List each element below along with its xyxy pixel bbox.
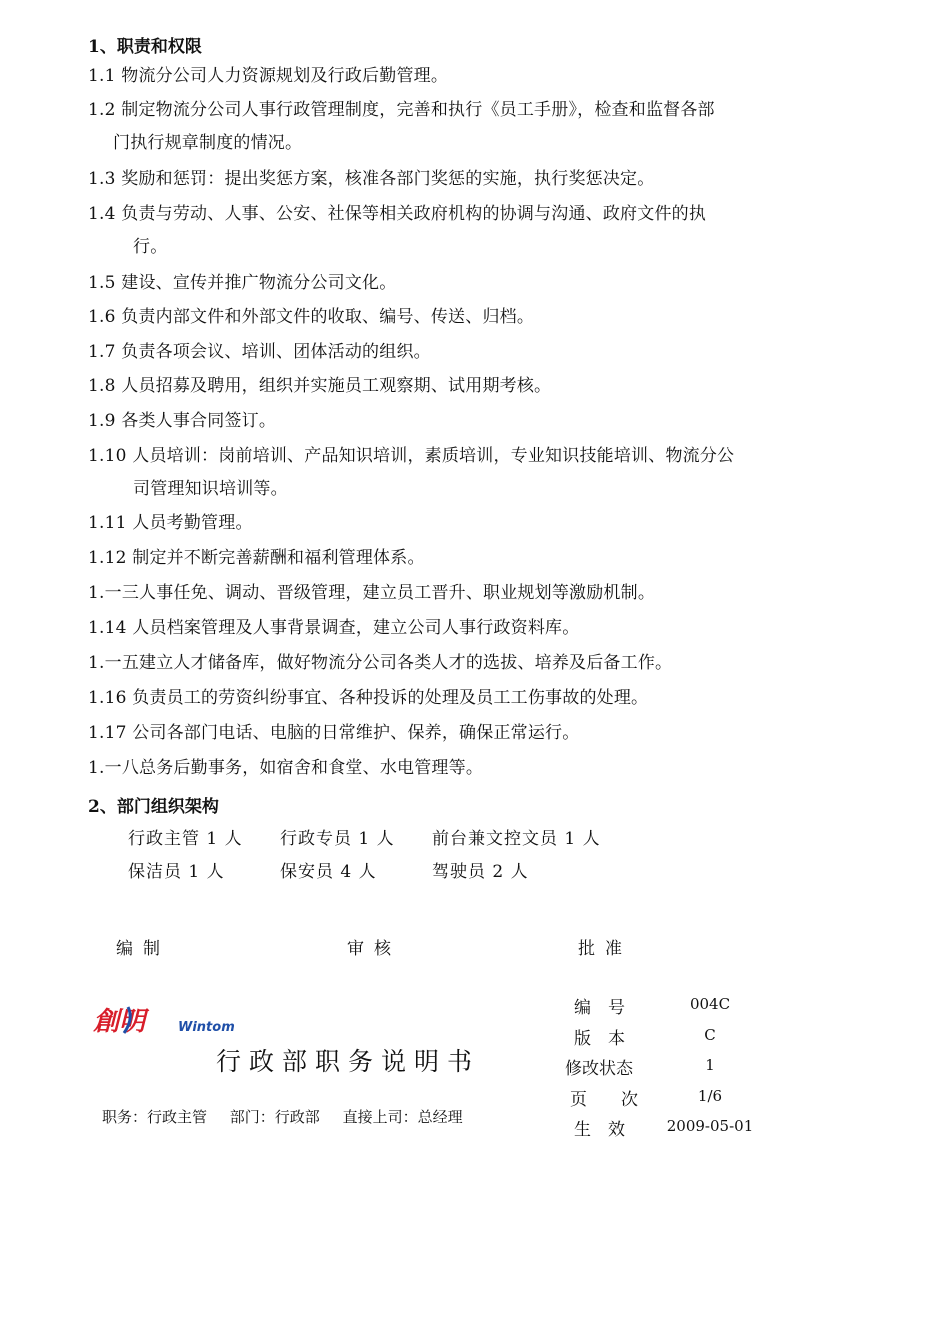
duty-text: 1.11 人员考勤管理。 xyxy=(88,513,253,533)
duty-text: 1.16 负责员工的劳资纠纷事宜、各种投诉的处理及员工工伤事故的处理。 xyxy=(88,688,649,708)
meta-value-number: 004C xyxy=(689,995,731,1013)
duty-text-continued: 门执行规章制度的情况。 xyxy=(113,133,303,153)
duty-text: 1.5 建设、宣传并推广物流分公司文化。 xyxy=(88,273,397,293)
duty-item xyxy=(88,301,803,334)
duty-item xyxy=(88,577,803,610)
logo-chinese: 創明 xyxy=(91,1006,152,1037)
section1-heading: 1、职责和权限 xyxy=(88,37,202,57)
duty-item xyxy=(88,647,803,680)
duty-item xyxy=(88,717,803,750)
meta-value-effective: 2009-05-01 xyxy=(666,1117,754,1135)
meta-value-revision: 1 xyxy=(705,1056,715,1074)
department: 部门：行政部 xyxy=(229,1108,320,1126)
duty-item xyxy=(88,682,803,715)
duty-text: 1.1 物流分公司人力资源规划及行政后勤管理。 xyxy=(88,66,449,86)
duty-text: 1.10 人员培训：岗前培训、产品知识培训，素质培训，专业知识技能培训、物流分公 xyxy=(88,446,735,466)
duty-text: 1.9 各类人事合同签订。 xyxy=(88,411,277,431)
duty-text: 1.一八总务后勤事务，如宿舍和食堂、水电管理等。 xyxy=(88,758,484,778)
meta-value-page: 1/6 xyxy=(697,1087,723,1105)
duty-text: 1.6 负责内部文件和外部文件的收取、编号、传送、归档。 xyxy=(88,307,535,327)
duty-item xyxy=(88,542,803,575)
duty-item xyxy=(88,370,803,403)
duty-text: 1.2 制定物流分公司人事行政管理制度，完善和执行《员工手册》，检查和监督各部 xyxy=(88,100,715,120)
org-role: 驾驶员 2 人 xyxy=(432,862,529,882)
duty-item xyxy=(88,440,803,506)
document-title: 行政部职务说明书 xyxy=(216,1047,481,1076)
duty-item xyxy=(88,163,803,196)
duty-item xyxy=(88,405,803,438)
duty-item xyxy=(88,267,803,300)
job-title: 职务：行政主管 xyxy=(102,1108,208,1126)
duty-text: 1.17 公司各部门电话、电脑的日常维护、保养，确保正常运行。 xyxy=(88,723,580,743)
job-info-line xyxy=(102,1106,481,1127)
org-role: 保洁员 1 人 xyxy=(128,862,225,882)
duty-item xyxy=(88,198,803,264)
meta-label-number: 编 号 xyxy=(574,998,625,1018)
org-role: 前台兼文控文员 1 人 xyxy=(432,829,601,849)
duty-text-continued: 司管理知识培训等。 xyxy=(133,479,288,499)
duty-item xyxy=(88,507,803,540)
duty-text: 1.一五建立人才储备库，做好物流分公司各类人才的选拔、培养及后备工作。 xyxy=(88,653,673,673)
duty-text: 1.3 奖励和惩罚：提出奖惩方案，核准各部门奖惩的实施，执行奖惩决定。 xyxy=(88,169,655,189)
duty-text: 1.4 负责与劳动、人事、公安、社保等相关政府机构的协调与沟通、政府文件的执 xyxy=(88,204,707,224)
meta-label-revision: 修改状态 xyxy=(565,1059,633,1079)
signature-review: 审核 xyxy=(347,939,401,959)
duty-text: 1.一三人事任免、调动、晋级管理，建立员工晋升、职业规划等激励机制。 xyxy=(88,583,656,603)
duty-text: 1.7 负责各项会议、培训、团体活动的组织。 xyxy=(88,342,431,362)
duty-text: 1.8 人员招募及聘用，组织并实施员工观察期、试用期考核。 xyxy=(88,376,552,396)
meta-label-page: 页 次 xyxy=(570,1090,638,1110)
logo-english: Wintom xyxy=(178,1020,235,1035)
meta-label-effective: 生 效 xyxy=(574,1120,625,1140)
duty-text: 1.12 制定并不断完善薪酬和福利管理体系。 xyxy=(88,548,425,568)
duty-item xyxy=(88,60,803,93)
duty-text: 1.14 人员档案管理及人事背景调查，建立公司人事行政资料库。 xyxy=(88,618,580,638)
duty-item xyxy=(88,612,803,645)
duty-text-continued: 行。 xyxy=(133,237,168,257)
company-logo xyxy=(90,1003,240,1037)
meta-label-version: 版 本 xyxy=(574,1029,625,1049)
org-role: 保安员 4 人 xyxy=(280,862,377,882)
org-role: 行政专员 1 人 xyxy=(280,829,395,849)
signature-approve: 批准 xyxy=(578,939,632,959)
direct-supervisor: 直接上司：总经理 xyxy=(342,1108,463,1126)
duty-item xyxy=(88,752,803,785)
duty-item xyxy=(88,94,803,160)
meta-value-version: C xyxy=(704,1026,716,1044)
section2-heading: 2、部门组织架构 xyxy=(88,797,219,817)
signature-prepare: 编制 xyxy=(116,939,170,959)
org-role: 行政主管 1 人 xyxy=(128,829,243,849)
duty-item xyxy=(88,336,803,369)
